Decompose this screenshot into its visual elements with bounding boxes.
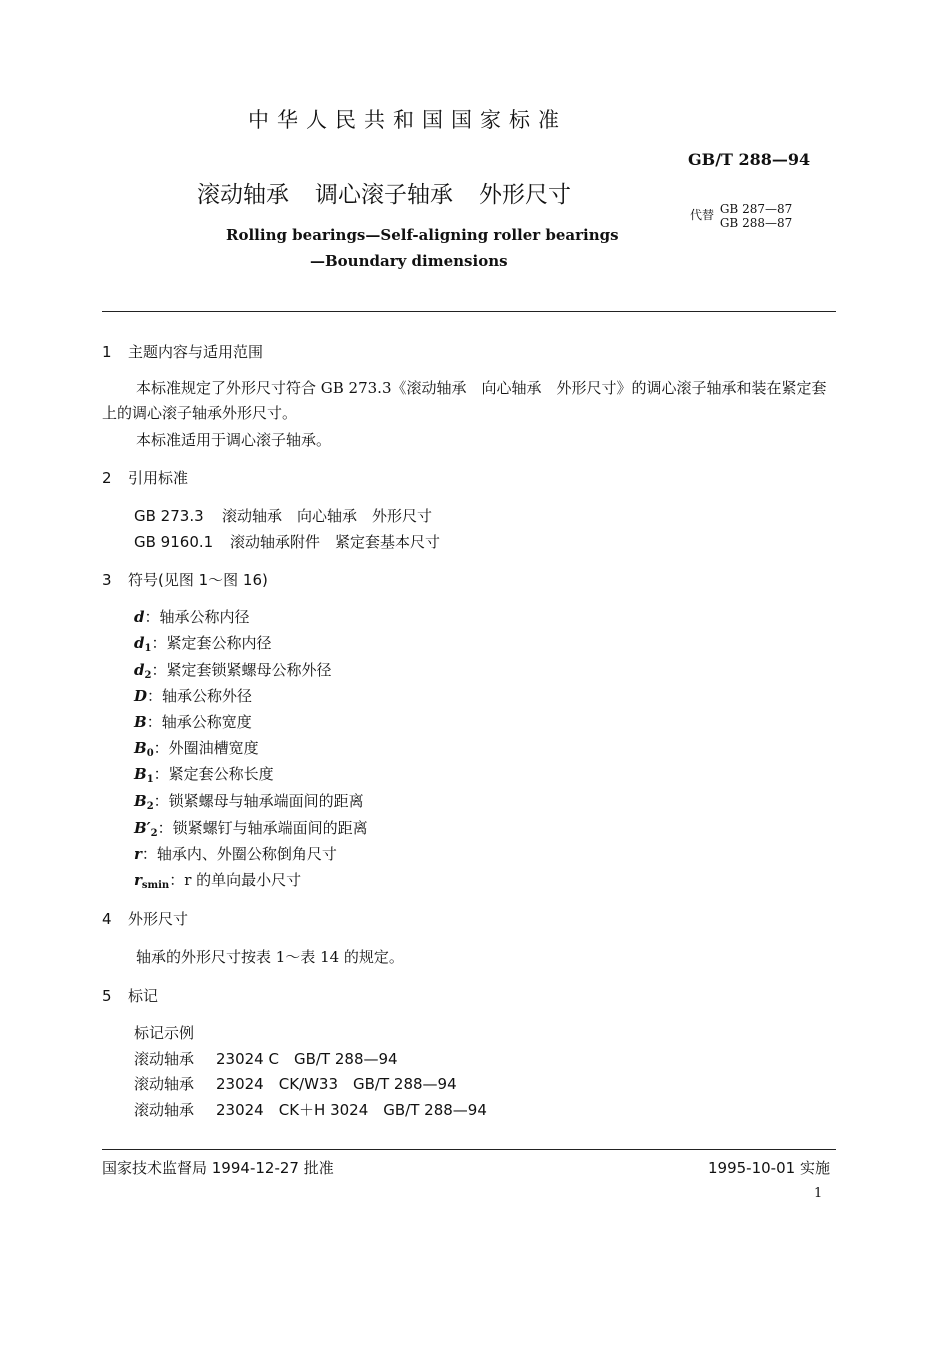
symbol-description: ：轴承公称外径 — [147, 687, 253, 705]
marking-code: 23024 CK＋H 3024 GB/T 288—94 — [216, 1101, 487, 1119]
symbol-item — [134, 685, 252, 706]
symbol-description: ：紧定套锁紧螺母公称外径 — [151, 661, 332, 679]
symbol-description: ：轴承公称内径 — [144, 608, 250, 626]
replaces-block — [690, 202, 792, 230]
replaces-label: 代替 — [690, 208, 715, 222]
symbol-item — [134, 606, 250, 627]
symbol: d — [134, 608, 145, 626]
symbol-subscript: 2 — [144, 670, 152, 681]
title-part: 滚动轴承 — [197, 182, 289, 208]
section-number: 5 — [102, 987, 112, 1005]
symbol-description: ：轴承公称宽度 — [146, 713, 252, 731]
marking-product: 滚动轴承 — [134, 1075, 195, 1093]
symbol-item — [134, 711, 252, 732]
standard-code: GB/T 288—94 — [688, 150, 811, 169]
title-part: 外形尺寸 — [479, 182, 571, 208]
section-number: 4 — [102, 910, 112, 928]
section-number: 3 — [102, 571, 112, 589]
symbol-item — [134, 790, 364, 812]
reference-item — [134, 505, 432, 526]
marking-example-label: 标记示例 — [134, 1024, 195, 1042]
symbol: B — [134, 792, 147, 810]
symbol-item — [134, 763, 274, 785]
symbol-item — [134, 843, 337, 864]
section-3-heading — [102, 569, 268, 590]
symbol-subscript: 0 — [146, 748, 154, 759]
replaced-code: GB 288—87 — [719, 216, 793, 230]
section-4-heading — [102, 908, 188, 929]
marking-product: 滚动轴承 — [134, 1101, 195, 1119]
symbol-item — [134, 737, 259, 759]
marking-code: 23024 C GB/T 288—94 — [216, 1050, 398, 1068]
symbol-description: ：紧定套公称内径 — [151, 634, 272, 652]
section-number: 2 — [102, 469, 112, 487]
reference-title: 滚动轴承附件 紧定套基本尺寸 — [230, 533, 441, 551]
section-title: 符号(见图 1～图 16) — [128, 571, 268, 589]
page-number: 1 — [814, 1186, 823, 1201]
footer-divider — [102, 1149, 836, 1150]
section-1-scope: 本标准适用于调心滚子轴承。 — [136, 431, 332, 449]
section-number: 1 — [102, 343, 112, 361]
header-divider — [102, 311, 836, 312]
symbol: D — [134, 687, 148, 705]
symbol-description: ：轴承内、外圈公称倒角尺寸 — [141, 845, 337, 863]
symbol: B — [134, 765, 147, 783]
symbol-subscript: smin — [141, 880, 170, 891]
symbol: B — [134, 739, 147, 757]
reference-code: GB 9160.1 — [134, 533, 214, 551]
symbol-subscript: 1 — [144, 643, 152, 654]
section-1-paragraph: 本标准规定了外形尺寸符合 GB 273.3《滚动轴承 向心轴承 外形尺寸》的调心滚子轴承和装在紧定套上的调心滚子轴承外形尺寸。 — [102, 379, 827, 422]
title-part: 调心滚子轴承 — [315, 182, 453, 208]
symbol-item — [134, 869, 301, 891]
replaced-code: GB 287—87 — [719, 202, 793, 216]
marking-product: 滚动轴承 — [134, 1050, 195, 1068]
symbol: d — [134, 634, 145, 652]
section-4-paragraph: 轴承的外形尺寸按表 1～表 14 的规定。 — [136, 948, 404, 966]
symbol-description: ：r 的单向最小尺寸 — [169, 871, 302, 889]
symbol-item — [134, 659, 331, 681]
issuer-title: 中华人民共和国国家标准 — [248, 108, 567, 132]
reference-item — [134, 531, 440, 552]
symbol: r — [134, 871, 142, 889]
section-title: 引用标准 — [128, 469, 189, 487]
symbol-description: ：锁紧螺母与轴承端面间的距离 — [153, 792, 364, 810]
marking-example — [134, 1099, 487, 1120]
reference-code: GB 273.3 — [134, 507, 204, 525]
marking-example — [134, 1048, 398, 1069]
symbol: B — [134, 713, 147, 731]
marking-example — [134, 1073, 457, 1094]
symbol-description: ：外圈油槽宽度 — [153, 739, 259, 757]
symbol-subscript: 2 — [150, 828, 158, 839]
section-2-heading — [102, 467, 188, 488]
symbol-item — [134, 817, 368, 839]
section-title: 标记 — [128, 987, 159, 1005]
approval-line: 国家技术监督局 1994-12-27 批准 — [102, 1159, 334, 1177]
marking-code: 23024 CK/W33 GB/T 288—94 — [216, 1075, 457, 1093]
section-1-heading — [102, 341, 263, 362]
symbol-subscript: 1 — [146, 774, 154, 785]
english-title-line1: Rolling bearings—Self-aligning roller bearings — [226, 226, 619, 244]
english-title-line2: —Boundary dimensions — [310, 252, 508, 270]
section-title: 主题内容与适用范围 — [128, 343, 264, 361]
section-5-heading — [102, 985, 158, 1006]
symbol-item — [134, 632, 271, 654]
symbol-description: ：锁紧螺钉与轴承端面间的距离 — [157, 819, 368, 837]
effective-date: 1995-10-01 实施 — [708, 1159, 830, 1177]
symbol: d — [134, 661, 145, 679]
symbol-description: ：紧定套公称长度 — [153, 765, 274, 783]
symbol: B′ — [134, 819, 151, 837]
section-title: 外形尺寸 — [128, 910, 189, 928]
chinese-title — [197, 176, 597, 209]
symbol-subscript: 2 — [146, 801, 154, 812]
reference-title: 滚动轴承 向心轴承 外形尺寸 — [222, 507, 433, 525]
symbol: r — [134, 845, 142, 863]
